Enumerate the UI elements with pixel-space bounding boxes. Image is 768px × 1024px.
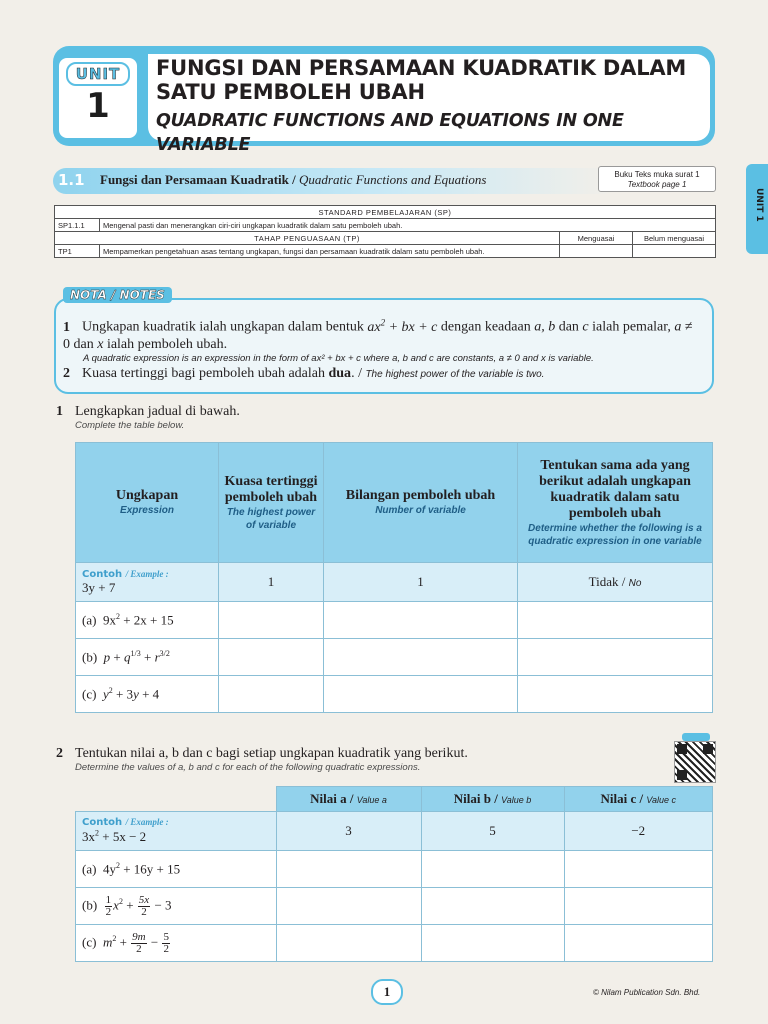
sp-code: SP1.1.1 xyxy=(55,219,100,232)
section-title-ms: Fungsi dan Persamaan Kuadratik / xyxy=(100,172,296,187)
example-quadratic-ms: Tidak / xyxy=(588,574,626,589)
row-c-expression: (c) $m^2$ + $\frac{9m}{2}$ − $\frac{5}{2}$ xyxy=(76,925,277,962)
header-value-b xyxy=(421,787,564,812)
example-label xyxy=(82,569,212,580)
question-2-text-en: Determine the values of a, b and c for each of the following quadratic expressions. xyxy=(75,762,421,773)
page-number: 1 xyxy=(371,979,403,1005)
example-label-en: / Example : xyxy=(125,568,169,579)
header-count-en: Number of variable xyxy=(375,505,466,516)
notes-label: NOTA / NOTES xyxy=(63,287,172,303)
note-1-en: A quadratic expression is an expression in the form of ax² + bx + c where a, b and c are constants, a ≠ 0 and x is variable. xyxy=(83,352,594,364)
question-1-table xyxy=(75,442,713,713)
textbook-ref-ms: Buku Teks muka surat 1 xyxy=(614,170,700,179)
tp-code: TP1 xyxy=(55,245,100,258)
example-label-ms: Contoh xyxy=(82,817,123,829)
header-value-a xyxy=(276,787,421,812)
example-power: 1 xyxy=(219,563,324,602)
note-1-text-d: dan xyxy=(73,336,94,352)
row-b-power-cell[interactable] xyxy=(219,639,324,676)
example-expression-cell xyxy=(76,563,219,602)
row-b-quad-cell[interactable] xyxy=(518,639,713,676)
qr-code-icon[interactable] xyxy=(674,741,716,783)
header-power-ms: Kuasa tertinggi pemboleh ubah xyxy=(224,473,318,505)
fraction-5-over-2: $\frac{5}{2}$ xyxy=(163,930,169,955)
learning-standard-table xyxy=(54,205,716,258)
header-expression xyxy=(76,443,219,563)
tp-header: TAHAP PENGUASAAN (TP) xyxy=(55,232,560,245)
note-1-text-e: ialah pemboleh ubah. xyxy=(106,336,228,352)
row-a-c-cell[interactable] xyxy=(564,851,713,888)
unit-title-en: QUADRATIC FUNCTIONS AND EQUATIONS IN ONE VARIABLE xyxy=(156,111,624,155)
note-2-bold: dua xyxy=(328,366,352,381)
section-number: 1.1 xyxy=(58,171,85,189)
header-a-ms: Nilai a / xyxy=(310,791,354,806)
example-label-ms: Contoh xyxy=(82,568,123,580)
example-expression: 3y + 7 xyxy=(82,579,116,595)
note-2-text: Kuasa tertinggi bagi pemboleh ubah adalah xyxy=(82,366,325,381)
side-unit-tab-label: UNIT 1 xyxy=(754,188,764,222)
note-1-number: 1 xyxy=(63,319,70,335)
row-c-label: (c) xyxy=(82,933,97,949)
row-b-expression: (b) $\frac{1}{2}$ $x^2$ + $\frac{5x}{2}$ − 3 xyxy=(76,888,277,925)
sp-header: STANDARD PEMBELAJARAN (SP) xyxy=(55,206,716,219)
row-a-label: (a) xyxy=(82,612,97,628)
header-a-en: Value a xyxy=(356,795,387,805)
table-row-b xyxy=(76,639,713,676)
unit-word: UNIT xyxy=(66,62,131,86)
question-2-text: Tentukan nilai a, b dan c bagi setiap ungkapan kuadratik yang berikut. xyxy=(75,746,468,761)
row-b-count-cell[interactable] xyxy=(324,639,518,676)
note-1-text-a: Ungkapan kuadratik ialah ungkapan dalam bentuk xyxy=(82,319,364,335)
example-c: −2 xyxy=(564,812,713,851)
row-a-b-cell[interactable] xyxy=(421,851,564,888)
example-quadratic-en: No xyxy=(628,578,642,589)
table-row-a xyxy=(76,851,713,888)
note-1-vars: a, b xyxy=(534,319,556,335)
header-variable-count xyxy=(324,443,518,563)
table-row-example xyxy=(76,812,713,851)
copyright-notice: © Nilam Publication Sdn. Bhd. xyxy=(593,988,701,997)
unit-title-ms: FUNGSI DAN PERSAMAAN KUADRATIK DALAM SATU PEMBOLEH UBAH xyxy=(156,56,687,104)
example-a: 3 xyxy=(276,812,421,851)
header-b-en: Value b xyxy=(501,795,532,805)
row-b-a-cell[interactable] xyxy=(276,888,421,925)
col-menguasai: Menguasai xyxy=(560,232,633,245)
fraction-9m-over-2: $\frac{9m}{2}$ xyxy=(132,930,146,955)
example-label xyxy=(82,817,270,828)
note-1-formula: $ax^2$ + bx + c xyxy=(367,317,438,335)
header-quad-en: Determine whether the following is a quadratic expression in one variable xyxy=(528,522,702,547)
row-c-count-cell[interactable] xyxy=(324,676,518,713)
section-title-en: Quadratic Functions and Equations xyxy=(299,172,487,187)
row-b-c-cell[interactable] xyxy=(564,888,713,925)
sp-text: Mengenal pasti dan menerangkan ciri-ciri ungkapan kuadratik dalam satu pemboleh ubah. xyxy=(100,219,716,232)
row-b-b-cell[interactable] xyxy=(421,888,564,925)
row-a-expression: (a) $9x^2 + 2x + 15$ xyxy=(76,602,219,639)
header-expression-ms: Ungkapan xyxy=(115,488,179,503)
question-1-number: 1 xyxy=(56,404,63,419)
row-b-expression: (b) $p + q^{1/3} + r^{3/2}$ xyxy=(76,639,219,676)
header-c-ms: Nilai c / xyxy=(600,791,644,806)
header-value-c xyxy=(564,787,713,812)
row-a-label: (a) xyxy=(82,861,97,877)
unit-badge xyxy=(59,58,137,138)
question-1-text-en: Complete the table below. xyxy=(75,420,185,431)
example-expression: $3x^2 + 5x - 2$ xyxy=(82,828,147,844)
note-1-var-c: c xyxy=(582,319,589,335)
table-header-row xyxy=(76,443,713,563)
header-power-en: The highest power of variable xyxy=(226,506,316,531)
table-header-row xyxy=(76,787,713,812)
table-row-c xyxy=(76,925,713,962)
header-count-ms: Bilangan pemboleh ubah xyxy=(345,488,496,503)
row-b-label: (b) xyxy=(82,896,98,912)
row-b-label: (b) xyxy=(82,649,98,665)
fraction-5x-over-2: $\frac{5x}{2}$ xyxy=(138,893,150,918)
textbook-reference xyxy=(598,166,716,192)
col-belum-menguasai: Belum menguasai xyxy=(633,232,716,245)
header-expression-en: Expression xyxy=(120,505,174,516)
header-b-ms: Nilai b / xyxy=(453,791,498,806)
row-a-count-cell[interactable] xyxy=(324,602,518,639)
header-highest-power xyxy=(219,443,324,563)
row-c-quad-cell[interactable] xyxy=(518,676,713,713)
question-1 xyxy=(56,404,240,431)
table-row-c xyxy=(76,676,713,713)
fraction-half: $\frac{1}{2}$ xyxy=(105,893,112,918)
qr-tag xyxy=(682,733,710,741)
question-2 xyxy=(56,746,468,773)
tp-menguasai-cell[interactable] xyxy=(560,245,633,258)
example-expression-cell xyxy=(76,812,277,851)
header-blank xyxy=(76,787,277,812)
question-2-table xyxy=(75,786,713,962)
note-1-var-x: x xyxy=(97,336,104,352)
row-a-quad-cell[interactable] xyxy=(518,602,713,639)
example-b: 5 xyxy=(421,812,564,851)
note-2-number: 2 xyxy=(63,366,70,381)
row-c-label: (c) xyxy=(82,686,97,702)
side-unit-tab xyxy=(746,164,768,254)
section-title xyxy=(100,172,486,188)
note-1-text-c: ialah pemalar, xyxy=(592,319,671,335)
row-c-power-cell[interactable] xyxy=(219,676,324,713)
tp-belum-cell[interactable] xyxy=(633,245,716,258)
example-quadratic xyxy=(518,563,713,602)
unit-number: 1 xyxy=(86,86,110,126)
header-c-en: Value c xyxy=(646,795,677,805)
row-c-c-cell[interactable] xyxy=(564,925,713,962)
row-a-a-cell[interactable] xyxy=(276,851,421,888)
question-1-text: Lengkapkan jadual di bawah. xyxy=(75,404,240,419)
header-quad-ms: Tentukan sama ada yang berikut adalah ungkapan kuadratik dalam satu pemboleh ubah xyxy=(539,457,691,521)
row-c-b-cell[interactable] xyxy=(421,925,564,962)
table-row-a xyxy=(76,602,713,639)
question-2-number: 2 xyxy=(56,746,63,761)
row-c-expression: (c) $y^2 + 3y + 4$ xyxy=(76,676,219,713)
tp-text: Mempamerkan pengetahuan asas tentang ungkapan, fungsi dan persamaan kuadratik dalam satu pemboleh ubah. xyxy=(100,245,560,258)
header-is-quadratic xyxy=(518,443,713,563)
note-1: 1 Ungkapan kuadratik ialah ungkapan dalam bentuk $ax^2$ + bx + c dengan keadaan a, b dan c ialah pemalar, a ≠ 0 dan x ialah pemboleh ubah. A quadratic expression is an expression in the form of ax² + bx + c where a, b and c are constants, a ≠ 0 and x is variable. xyxy=(63,314,703,365)
example-count: 1 xyxy=(324,563,518,602)
table-row-example xyxy=(76,563,713,602)
row-c-a-cell[interactable] xyxy=(276,925,421,962)
note-2: 2 Kuasa tertinggi bagi pemboleh ubah adalah dua. / The highest power of the variable is two. xyxy=(63,366,545,381)
textbook-ref-en: Textbook page 1 xyxy=(627,180,687,189)
row-a-power-cell[interactable] xyxy=(219,602,324,639)
note-2-en: The highest power of the variable is two. xyxy=(365,369,545,380)
note-1-text-b: dengan keadaan xyxy=(440,319,531,335)
table-row-b xyxy=(76,888,713,925)
row-a-expression: (a) $4y^2 + 16y + 15$ xyxy=(76,851,277,888)
example-label-en: / Example : xyxy=(125,817,169,828)
note-1-condition: a xyxy=(674,319,682,335)
